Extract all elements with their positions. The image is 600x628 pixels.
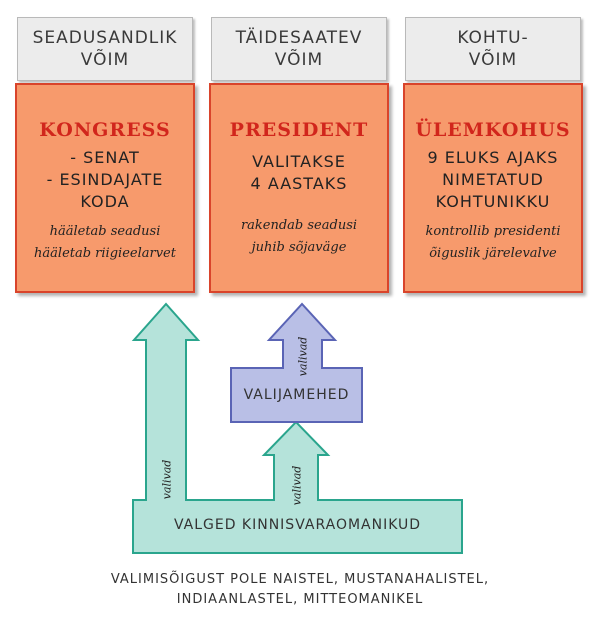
branch-congress-duty2: hääletab riigieelarvet xyxy=(34,246,176,261)
header-executive-line1: TÄIDESAATEV xyxy=(235,28,363,48)
branch-president-duty1: rakendab seadusi xyxy=(240,218,358,233)
branch-president-sub2: 4 AASTAKS xyxy=(250,174,348,193)
electors-label: VALIJAMEHED xyxy=(243,387,350,403)
voters-label: VALGED KINNISVARAOMANIKUD xyxy=(173,517,422,533)
branch-congress-sub2: - ESINDAJATE xyxy=(46,170,164,189)
branch-president-sub1: VALITAKSE xyxy=(252,152,346,171)
branch-supreme-court-sub1: 9 ELUKS AJAKS xyxy=(427,148,559,167)
branch-congress-sub1: - SENAT xyxy=(70,148,140,167)
branch-supreme-court-duty1: kontrollib presidenti xyxy=(425,224,561,239)
footnote-line1: VALIMISÕIGUST POLE NAISTEL, MUSTANAHALISTEL, xyxy=(110,572,490,587)
arrow-label-voters-electors: valivad xyxy=(290,465,304,506)
arrow-label-electors: valivad xyxy=(296,336,310,377)
header-judicial-line2: VÕIM xyxy=(468,50,518,70)
header-legislative-line1: SEADUSANDLIK xyxy=(32,28,178,48)
branch-president-duty2: juhib sõjaväge xyxy=(251,240,347,255)
branch-supreme-court-title: ÜLEMKOHUS xyxy=(415,119,571,141)
branch-supreme-court-sub2: NIMETATUD xyxy=(442,170,544,189)
branch-congress-duty1: hääletab seadusi xyxy=(49,224,161,239)
header-legislative-line2: VÕIM xyxy=(80,50,130,70)
branch-president-title: PRESIDENT xyxy=(229,119,369,141)
branch-supreme-court-duty2: õiguslik järelevalve xyxy=(429,246,557,261)
footnote-line2: INDIAANLASTEL, MITTEOMANIKEL xyxy=(176,592,424,607)
footnote xyxy=(0,570,600,610)
header-judicial-line1: KOHTU- xyxy=(457,28,529,48)
branch-supreme-court-sub3: KOHTUNIKKU xyxy=(435,192,551,211)
arrow-label-congress: valivad xyxy=(160,459,174,500)
header-executive-line2: VÕIM xyxy=(274,50,324,70)
branch-congress-title: KONGRESS xyxy=(39,119,171,141)
branch-congress-sub3: KODA xyxy=(80,192,130,211)
